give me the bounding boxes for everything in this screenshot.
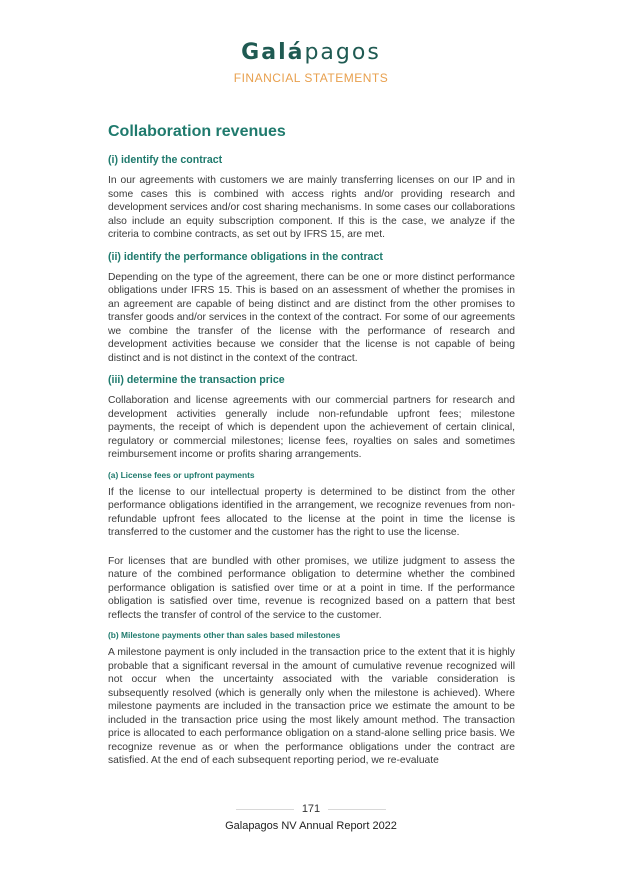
page-footer xyxy=(0,803,622,832)
section-subtitle: FINANCIAL STATEMENTS xyxy=(233,71,389,85)
heading-transaction-price: (iii) determine the transaction price xyxy=(108,374,285,386)
page-number: 171 xyxy=(301,803,321,815)
page-header xyxy=(0,40,622,85)
heading-identify-contract: (i) identify the contract xyxy=(108,154,223,166)
paragraph: Collaboration and license agreements with our commercial partners for research and development activities generally include non-refundable upfront fees; milestone payments, the receipt of which is dependent upon the achievement of certain clinical, regulatory or commercial milestones; license fees, royalties on sales and sometimes reimbursement income or profits sharing arrangements. xyxy=(108,395,515,460)
logo-bold-part: Galá xyxy=(241,40,305,65)
report-title: Galapagos NV Annual Report 2022 xyxy=(225,820,397,832)
subheading-milestone-payments: (b) Milestone payments other than sales based milestones xyxy=(108,630,341,640)
paragraph: Depending on the type of the agreement, there can be one or more distinct performance obligations under IFRS 15. This is based on an assessment of whether the promises in an agreement are capable of being distinct and are distinct from the other promises to transfer goods and/or services in the context of the contract. For some of our agreements we combine the transfer of the license with the performance of research and development activities because we consider that the license is not capable of being distinct and is not distinct in the context of the contract. xyxy=(108,271,515,364)
logo-light-part: pagos xyxy=(304,40,381,65)
paragraph: For licenses that are bundled with other promises, we utilize judgment to assess the nature of the combined performance obligation to determine whether the combined performance obligation is satisfied over time or at a point in time. If the performance obligation is satisfied over time, revenue is recognized based on a pattern that best reflects the transfer of control of the service to the customer. xyxy=(108,555,515,621)
company-logo xyxy=(0,40,622,66)
divider-right xyxy=(328,809,386,810)
page-number-row xyxy=(0,803,622,815)
main-content xyxy=(108,122,515,776)
subheading-license-fees: (a) License fees or upfront payments xyxy=(108,469,255,480)
paragraph: If the license to our intellectual property is determined to be distinct from the other performance obligations identified in the arrangement, we recognize revenues from non-refundable upfront fees allocated to the license at the point in time the license is transferred to the customer and the customer has the right to use the license. xyxy=(108,486,515,538)
paragraph: In our agreements with customers we are mainly transferring licenses on our IP and in some cases this is combined with access rights and/or providing research and development services and/or cost sharing mechanisms. In some cases our collaborations also include an equity subscription component. If this is the case, we analyze if the criteria to combine contracts, as set out by IFRS 15, are met. xyxy=(108,175,515,240)
paragraph: A milestone payment is only included in the transaction price to the extent that it is highly probable that a significant reversal in the amount of cumulative revenue recognized will not occur when the uncertainty associated with the variable consideration is subsequently resolved (which is generally only when the milestone is achieved). Where milestone payments are included in the transaction price we estimate the amount to be included in the transaction price using the most likely amount method. The transaction price is allocated to each performance obligation on a stand-alone selling price basis. We recognize revenue as or when the performance obligations under the contract are satisfied. At the end of each subsequent reporting period, we re-evaluate xyxy=(108,647,515,766)
page-title: Collaboration revenues xyxy=(108,123,286,140)
divider-left xyxy=(236,809,294,810)
heading-performance-obligations: (ii) identify the performance obligations in the contract xyxy=(108,250,383,263)
